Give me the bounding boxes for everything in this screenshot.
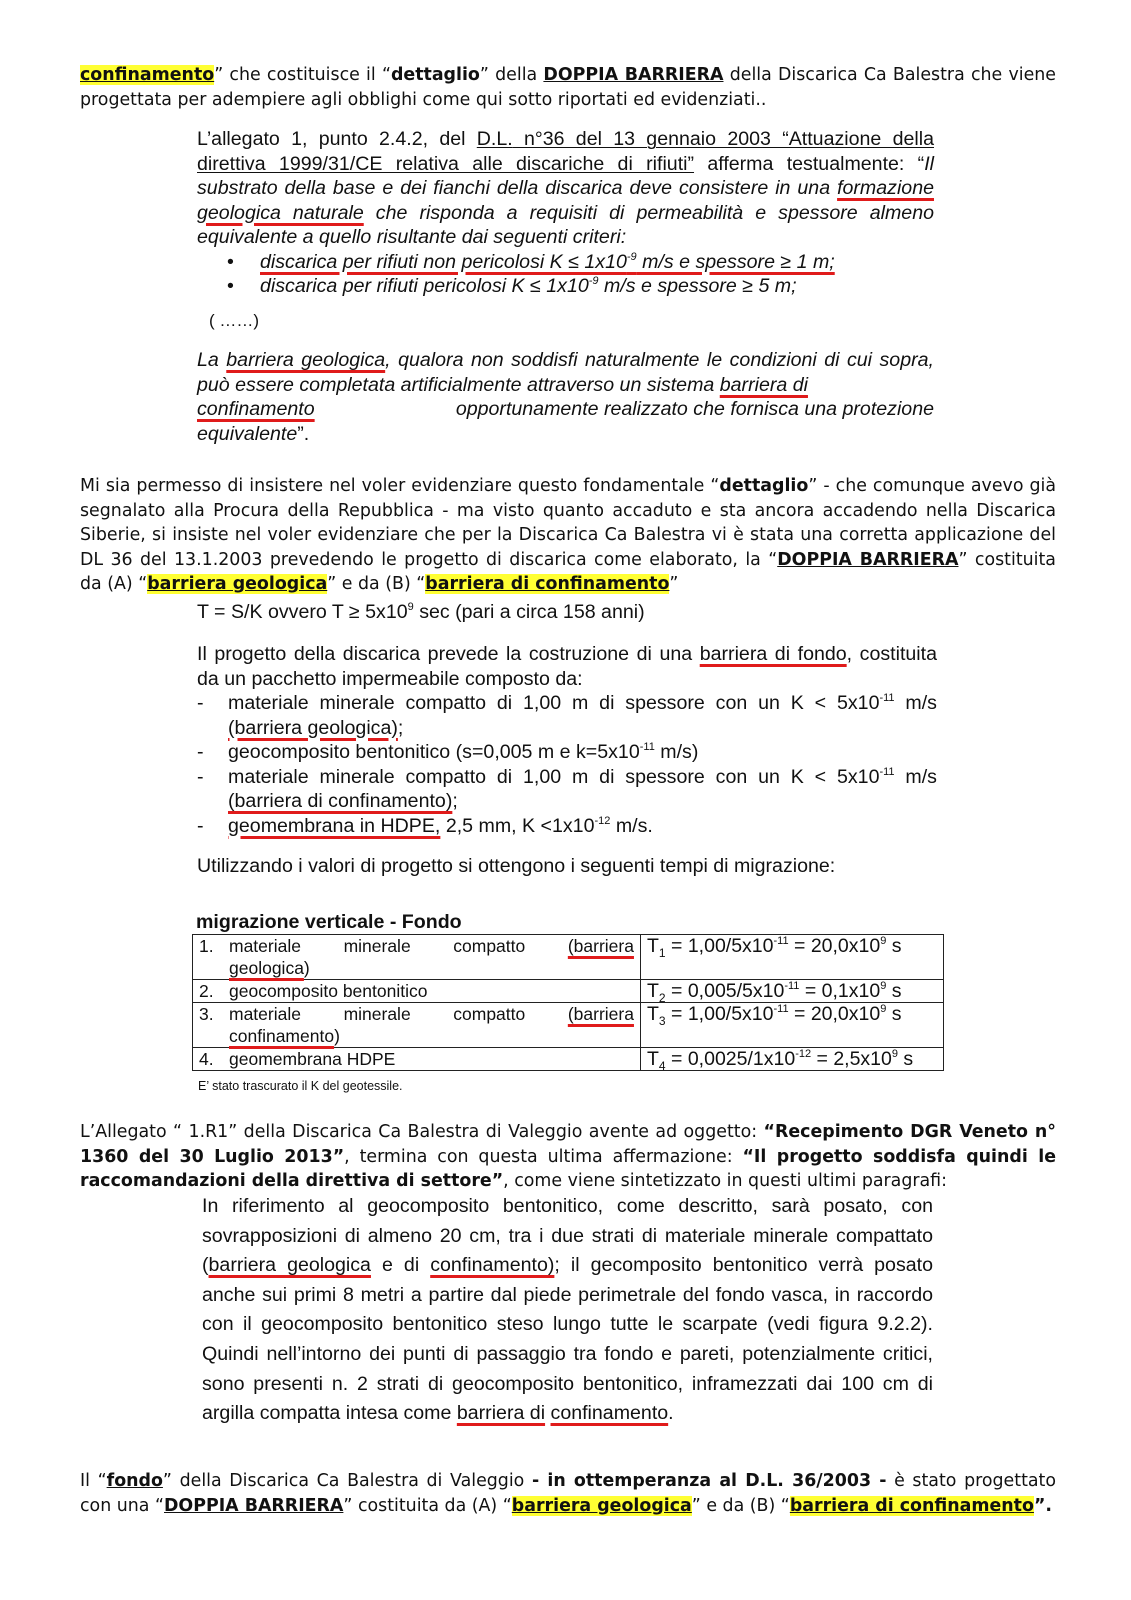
highlight-barriera-confinamento: barriera di confinamento [425,574,670,594]
migration-table-wrap [192,934,944,1071]
allegato-quote: In riferimento al geocomposito bentonitico, come descritto, sarà posato, con sovrapposizioni di almeno 20 cm, tra i due strati di materiale minerale compattato (barriera geologica e di confinamento); il gecomposito bentonitico verrà posato anche sui primi 8 metri a partire dal piede perimetrale del fondo vasca, in raccordo con il geocomposito bentonitico steso lungo tutte le scarpate (vedi figura 9.2.2). Quindi nell’intorno dei punti di passaggio tra fondo e pareti, potenzialmente critici, sono presenti n. 2 strati di geocomposito bentonitico, inframezzati dai 100 cm di argilla compatta intesa come barriera di confinamento. [202,1195,933,1425]
underline-formazione: formazione geologica naturale [197,177,934,224]
criteria-list [197,250,934,299]
layer-item: - geomembrana in HDPE, 2,5 mm, $K <1x10^{-12}$ m/s. [197,814,937,839]
conclusion-paragraph: Il “fondo” della Discarica Ca Balestra di Valeggio - in ottemperanza al D.L. 36/2003 - è stato progettato con una “DOPPIA BARRIERA” costituita da (A) “barriera geologica” e da (B) “barriera di confinamento”. [80,1471,1057,1516]
paragraph-allegato: L’Allegato “ 1.R1” della Discarica Ca Balestra di Valeggio avente ad oggetto: “Recepimento DGR Veneto n° 1360 del 30 Luglio 2013”, termina con questa ultima affermazione: “Il progetto soddisfa quindi le raccomandazioni della direttiva di settore”, come viene sintetizzato in questi ultimi paragrafi: [80,1122,1057,1191]
layer-list [197,691,937,838]
layer-item: - materiale minerale compatto di 1,00 m di spessore con un $K < 5x10^{-11}$ m/s (barriera di confinamento); [197,765,937,814]
ellipsis: ( ……) [209,310,260,330]
criteria-item: • discarica per rifiuti pericolosi $K \le 1x10^{-9}$ m/s e spessore ≥ 5 m; [197,274,934,299]
table-row: 1. materiale minerale compatto (barriera geologica) $T_1 = 1,00/5x10^{-11} = 20,0x10^9$ s [193,935,944,980]
layer-item: - geocomposito bentonitico (s=0,005 m e $k=5x10^{-11}$ m/s) [197,740,937,765]
legal-quote [197,127,934,446]
highlight-barriera-confinamento: barriera di confinamento [789,1495,1034,1516]
migration-formula: T = S/K ovvero $T \ge 5x10^9$ sec (pari a circa 158 anni) [197,601,645,623]
layer-item: - materiale minerale compatto di 1,00 m di spessore con un $K < 5x10^{-11}$ m/s (barriera geologica); [197,691,937,740]
paragraph-procura: Mi sia permesso di insistere nel voler evidenziare questo fondamentale “dettaglio” - che comunque avevo già segnalato alla Procura della Repubblica - ma visto quanto accaduto e sta ancora accadendo nella Discarica Siberie, si insiste nel voler evidenziare che per la Discarica Ca Balestra vi è stata una corretta applicazione del DL 36 del 13.1.2003 prevedendo le progetto di discarica come elaborato, la “DOPPIA BARRIERA” costituita da (A) “barriera geologica” e da (B) “barriera di confinamento” [80,476,1056,594]
doppia-barriera-term: DOPPIA BARRIERA [543,65,724,85]
table-row: 3. materiale minerale compatto (barriera confinamento) $T_3 = 1,00/5x10^{-11} = 20,0x10^9$ s [193,1003,944,1048]
migration-table [192,934,944,1071]
table-row: 2. geocomposito bentonitico $T_2 = 0,005/5x10^{-11} = 0,1x10^9$ s [193,980,944,1003]
highlight-barriera-geologica: barriera geologica [511,1495,692,1516]
criteria-item: • discarica per rifiuti non pericolosi $K \le 1x10^{-9}$ m/s e spessore ≥ 1 m; [197,250,934,275]
project-description: Il progetto della discarica prevede la costruzione di una barriera di fondo, costituita da un pacchetto impermeabile composto da: - materiale minerale compatto di 1,00 m di spessore con un $K < 5x10^{-11}$ m/s (barriera geologica); - geocomposito bentonitico (s=0,005 m e $k=5x10^{-11}$ m/s) - materiale minerale compatto di 1,00 m di spessore con un $K < 5x10^{-11}$ m/s (barriera di confinamento); - geomembrana in HDPE, 2,5 mm, $K <1x10^{-12}$ m/s. Utilizzando i valori di progetto si ottengono i seguenti tempi di migrazione: [197,642,937,879]
table-title: migrazione verticale - Fondo [196,911,462,933]
quote-paragraph-2: La barriera geologica, qualora non soddisfi naturalmente le condizioni di cui sopra, può essere completata artificialmente attraverso un sistema barriera di confinamento opportunamente realizzato che fornisca una protezione equivalente”. [197,349,934,445]
table-row: 4. geomembrana HDPE $T_4 = 0,0025/1x10^{-12} = 2,5x10^9$ s [193,1048,944,1071]
table-note: E’ stato trascurato il K del geotessile. [198,1079,403,1093]
quote-paragraph-1: L’allegato 1, punto 2.4.2, del D.L. n°36 del 13 gennaio 2003 “Attuazione della direttiva 1999/31/CE relativa alle discariche di rifiuti” afferma testualmente: “Il substrato della base e dei fianchi della discarica deve consistere in una formazione geologica naturale che risponda a requisiti di permeabilità e spessore almeno equivalente a quello risultante dai seguenti criteri: [197,128,934,248]
highlight-confinamento: confinamento [80,65,215,85]
intro-paragraph: confinamento” che costituisce il “dettaglio” della DOPPIA BARRIERA della Discarica Ca Balestra che viene progettata per adempiere agli obblighi come qui sotto riportati ed evidenziati.. [80,65,1057,110]
highlight-barriera-geologica: barriera geologica [147,574,328,594]
